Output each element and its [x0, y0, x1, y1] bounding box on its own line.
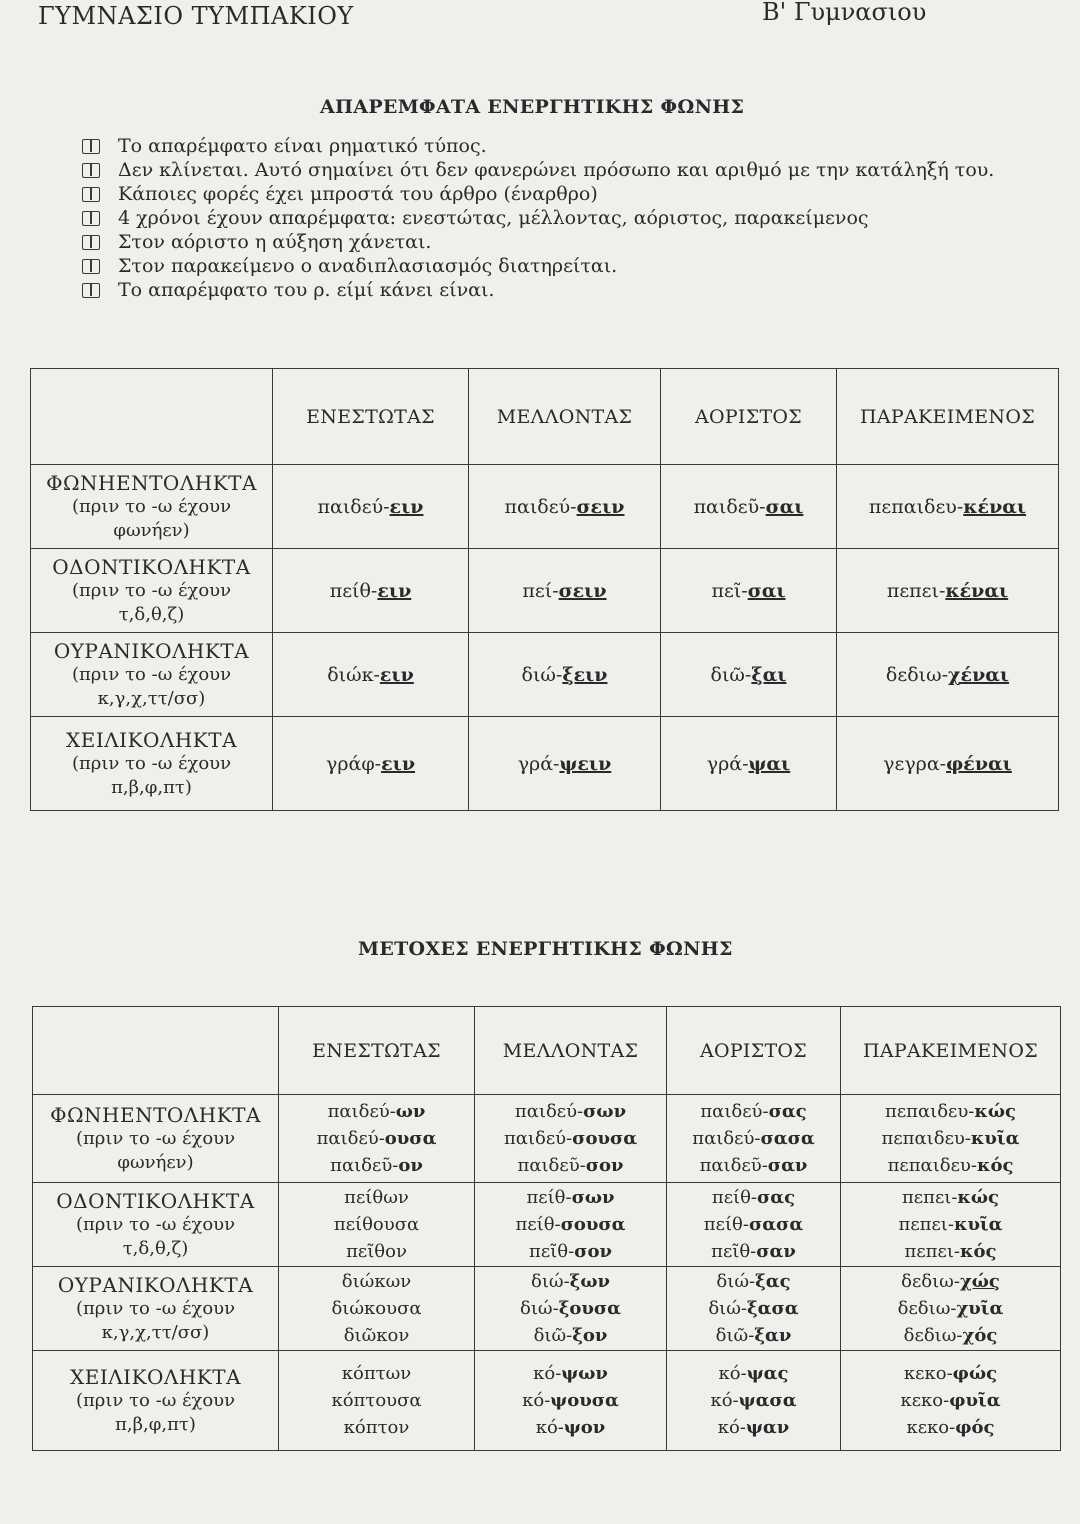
- book-icon: [82, 235, 100, 250]
- table-row: [31, 717, 1059, 811]
- infinitives-table: [30, 368, 1059, 811]
- note-text: Στον αόριστο η αύξηση χάνεται.: [118, 231, 432, 253]
- infinitive-form: παιδεύ-ειν: [273, 465, 469, 549]
- participle-forms: διώ-ξων διώ-ξουσα διῶ-ξον: [475, 1267, 667, 1351]
- grade-label: Β' Γυμνασιου: [762, 0, 927, 26]
- note-text: Το απαρέμφατο του ρ. είμί κάνει είναι.: [118, 279, 495, 301]
- participle-forms: κό-ψων κό-ψουσα κό-ψον: [475, 1351, 667, 1451]
- infinitive-form: δεδιω-χέναι: [837, 633, 1059, 717]
- book-icon: [82, 187, 100, 202]
- infinitives-title: ΑΠΑΡΕΜΦΑΤΑ ΕΝΕΡΓΗΤΙΚΗΣ ΦΩΝΗΣ: [320, 96, 745, 118]
- table-header-row: [33, 1007, 1061, 1095]
- infinitive-notes: [82, 134, 994, 302]
- infinitive-form: παιδεῦ-σαι: [661, 465, 837, 549]
- column-header: ΑΟΡΙΣΤΟΣ: [667, 1007, 841, 1095]
- row-label: ΦΩΝΗΕΝΤΟΛΗΚΤΑ (πριν το -ω έχουν φωνήεν): [31, 465, 273, 549]
- column-header: ΜΕΛΛΟΝΤΑΣ: [469, 369, 661, 465]
- infinitive-form: γρά-ψαι: [661, 717, 837, 811]
- row-label: ΟΔΟΝΤΙΚΟΛΗΚΤΑ (πριν το -ω έχουν τ,δ,θ,ζ): [33, 1183, 279, 1267]
- participle-forms: παιδεύ-σας παιδεύ-σασα παιδεῦ-σαν: [667, 1095, 841, 1183]
- participle-forms: πείθ-σων πείθ-σουσα πεῖθ-σον: [475, 1183, 667, 1267]
- infinitive-form: διώ-ξειν: [469, 633, 661, 717]
- note-text: Κάποιες φορές έχει μπροστά του άρθρο (έναρθρο): [118, 183, 598, 205]
- table-row: [33, 1095, 1061, 1183]
- row-label: ΟΔΟΝΤΙΚΟΛΗΚΤΑ (πριν το -ω έχουν τ,δ,θ,ζ): [31, 549, 273, 633]
- note-item: [82, 182, 994, 206]
- table-row: [33, 1351, 1061, 1451]
- table-row: [31, 633, 1059, 717]
- infinitive-form: γρά-ψειν: [469, 717, 661, 811]
- infinitive-form: πεί-σειν: [469, 549, 661, 633]
- infinitive-form: πεπαιδευ-κέναι: [837, 465, 1059, 549]
- participle-forms: δεδιω-χώς δεδιω-χυῖα δεδιω-χός: [841, 1267, 1061, 1351]
- note-item: [82, 230, 994, 254]
- book-icon: [82, 283, 100, 298]
- participle-forms: παιδεύ-σων παιδεύ-σουσα παιδεῦ-σον: [475, 1095, 667, 1183]
- table-row: [33, 1267, 1061, 1351]
- book-icon: [82, 211, 100, 226]
- infinitive-form: πεπει-κέναι: [837, 549, 1059, 633]
- participles-table: [32, 1006, 1061, 1451]
- column-header: ΠΑΡΑΚΕΙΜΕΝΟΣ: [841, 1007, 1061, 1095]
- participle-forms: πεπαιδευ-κώς πεπαιδευ-κυῖα πεπαιδευ-κός: [841, 1095, 1061, 1183]
- note-text: Στον παρακείμενο ο αναδιπλασιασμός διατηρείται.: [118, 255, 618, 277]
- column-header: ΑΟΡΙΣΤΟΣ: [661, 369, 837, 465]
- book-icon: [82, 163, 100, 178]
- book-icon: [82, 259, 100, 274]
- table-header-row: [31, 369, 1059, 465]
- column-header: ΕΝΕΣΤΩΤΑΣ: [273, 369, 469, 465]
- participle-forms: διώκων διώκουσα διῶκον: [279, 1267, 475, 1351]
- infinitive-form: πείθ-ειν: [273, 549, 469, 633]
- row-label: ΟΥΡΑΝΙΚΟΛΗΚΤΑ (πριν το -ω έχουν κ,γ,χ,ττ/σσ): [31, 633, 273, 717]
- infinitive-form: διῶ-ξαι: [661, 633, 837, 717]
- note-text: Το απαρέμφατο είναι ρηματικό τύπος.: [118, 135, 487, 157]
- note-text: 4 χρόνοι έχουν απαρέμφατα: ενεστώτας, μέλλοντας, αόριστος, παρακείμενος: [118, 207, 869, 229]
- participle-forms: διώ-ξας διώ-ξασα διῶ-ξαν: [667, 1267, 841, 1351]
- table-row: [31, 465, 1059, 549]
- infinitive-form: γεγρα-φέναι: [837, 717, 1059, 811]
- participle-forms: παιδεύ-ων παιδεύ-ουσα παιδεῦ-ον: [279, 1095, 475, 1183]
- note-text: Δεν κλίνεται. Αυτό σημαίνει ότι δεν φανερώνει πρόσωπο και αριθμό με την κατάληξή του.: [118, 159, 995, 181]
- infinitive-form: γράφ-ειν: [273, 717, 469, 811]
- note-item: [82, 134, 994, 158]
- row-label: ΧΕΙΛΙΚΟΛΗΚΤΑ (πριν το -ω έχουν π,β,φ,πτ): [33, 1351, 279, 1451]
- corner-cell: [31, 369, 273, 465]
- note-item: [82, 158, 994, 182]
- participle-forms: πείθων πείθουσα πεῖθον: [279, 1183, 475, 1267]
- school-name: ΓΥΜΝΑΣΙΟ ΤΥΜΠΑΚΙΟΥ: [38, 2, 354, 30]
- book-icon: [82, 139, 100, 154]
- column-header: ΕΝΕΣΤΩΤΑΣ: [279, 1007, 475, 1095]
- row-label: ΦΩΝΗΕΝΤΟΛΗΚΤΑ (πριν το -ω έχουν φωνήεν): [33, 1095, 279, 1183]
- participle-forms: πεπει-κώς πεπει-κυῖα πεπει-κός: [841, 1183, 1061, 1267]
- participle-forms: κό-ψας κό-ψασα κό-ψαν: [667, 1351, 841, 1451]
- row-label: ΟΥΡΑΝΙΚΟΛΗΚΤΑ (πριν το -ω έχουν κ,γ,χ,ττ/σσ): [33, 1267, 279, 1351]
- corner-cell: [33, 1007, 279, 1095]
- table-row: [31, 549, 1059, 633]
- participle-forms: κόπτων κόπτουσα κόπτον: [279, 1351, 475, 1451]
- participle-forms: πείθ-σας πείθ-σασα πεῖθ-σαν: [667, 1183, 841, 1267]
- column-header: ΜΕΛΛΟΝΤΑΣ: [475, 1007, 667, 1095]
- infinitive-form: πεῖ-σαι: [661, 549, 837, 633]
- note-item: [82, 206, 994, 230]
- row-label: ΧΕΙΛΙΚΟΛΗΚΤΑ (πριν το -ω έχουν π,β,φ,πτ): [31, 717, 273, 811]
- participle-forms: κεκο-φώς κεκο-φυῖα κεκο-φός: [841, 1351, 1061, 1451]
- participles-title: ΜΕΤΟΧΕΣ ΕΝΕΡΓΗΤΙΚΗΣ ΦΩΝΗΣ: [358, 938, 733, 960]
- column-header: ΠΑΡΑΚΕΙΜΕΝΟΣ: [837, 369, 1059, 465]
- infinitive-form: διώκ-ειν: [273, 633, 469, 717]
- note-item: [82, 278, 994, 302]
- infinitive-form: παιδεύ-σειν: [469, 465, 661, 549]
- note-item: [82, 254, 994, 278]
- table-row: [33, 1183, 1061, 1267]
